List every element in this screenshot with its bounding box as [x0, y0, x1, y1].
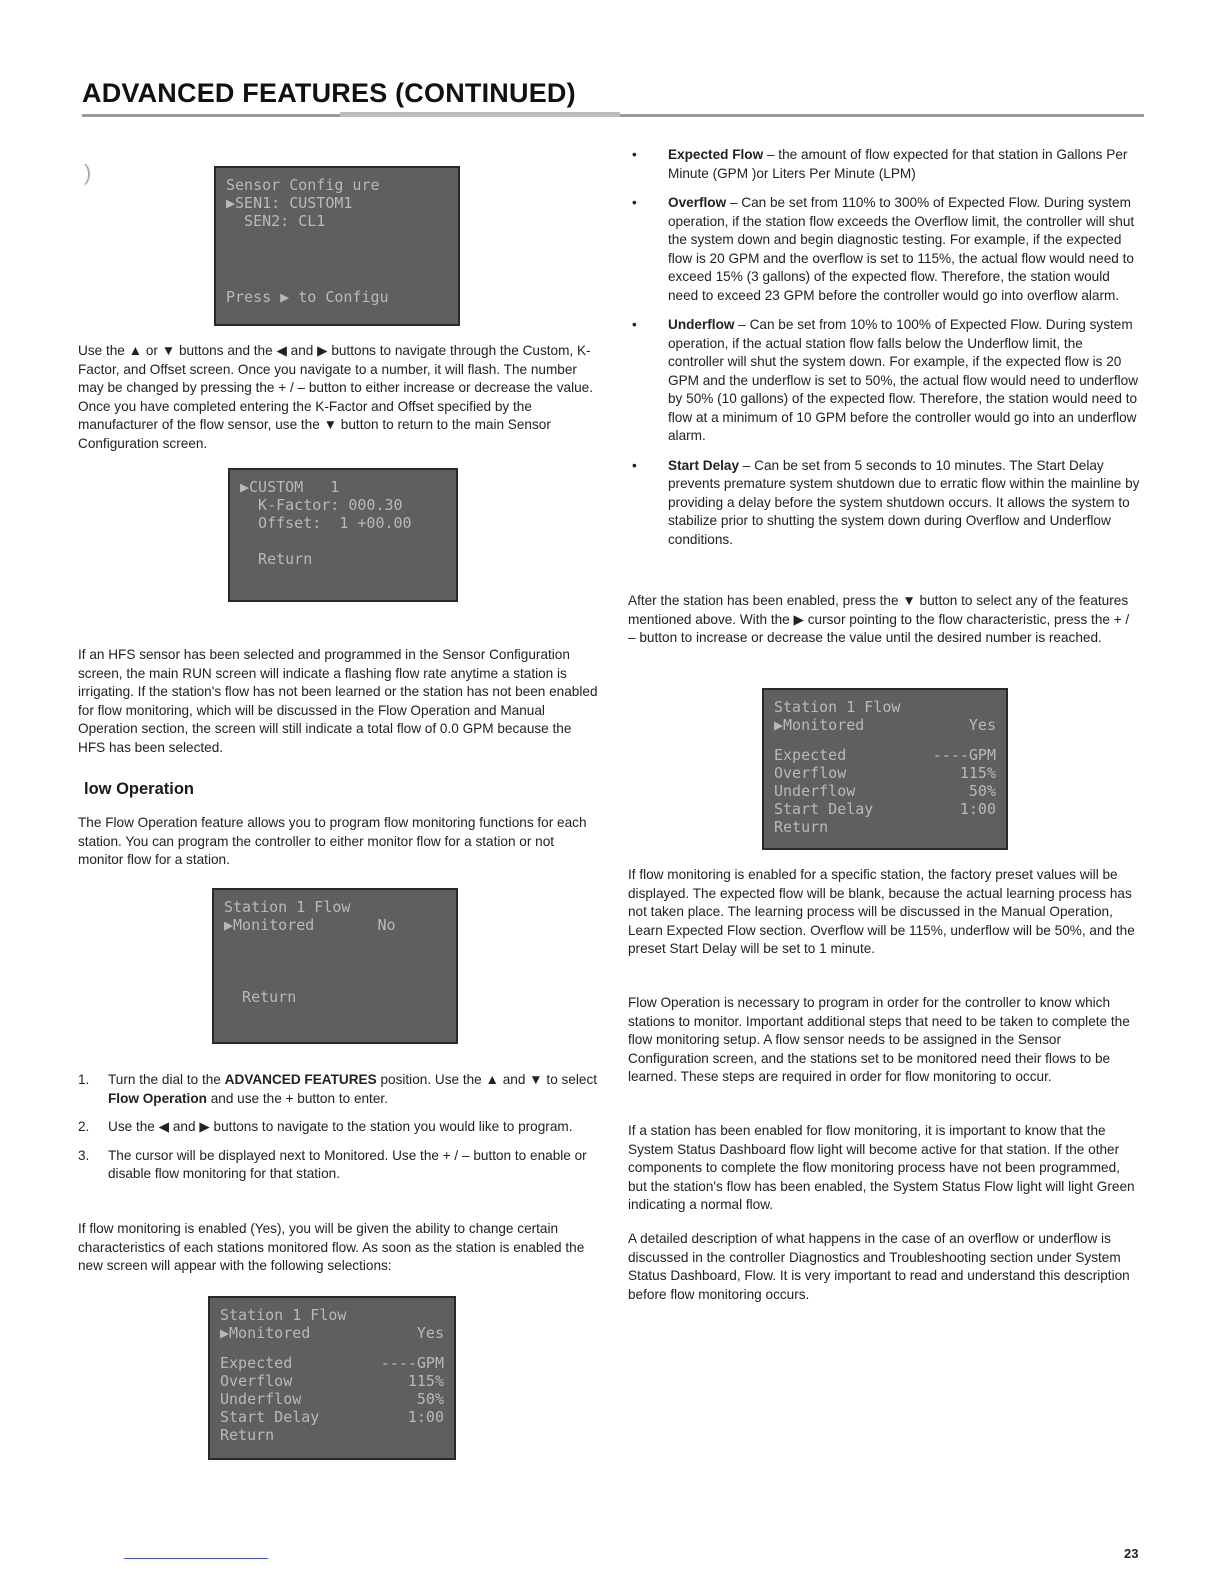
lcd-line: Expected: [774, 746, 847, 764]
lcd-screen-station-flow-yes-left: [208, 1296, 456, 1460]
footer-line: [124, 1558, 268, 1559]
list-item: [628, 457, 1140, 550]
list-item: [78, 1147, 598, 1184]
lcd-screen-station-flow-no: [212, 888, 458, 1044]
lcd-screen-custom-kfactor: [228, 468, 458, 602]
lcd-screen-sensor-config: [214, 166, 460, 326]
bullet-text: – Can be set from 5 seconds to 10 minutes. The Start Delay prevents premature system shutdown due to erratic flow within the mainline by providing a delay before the system shutdown occurs. It allows the system to stabilize prior to shutting the system down during Overflow and Underflow conditions.: [668, 457, 1140, 547]
page-number: 23: [1124, 1546, 1139, 1561]
lcd-line: Station 1 Flow: [774, 698, 901, 716]
step-text: Use the ◀ and ▶ buttons to navigate to the station you would like to program.: [108, 1119, 573, 1134]
left-paragraph-4: If flow monitoring is enabled (Yes), you will be given the ability to change certain characteristics of each stations monitored flow. As soon as the station is enabled the new screen will appear with the following selections:: [78, 1221, 585, 1273]
lcd-line: Start Delay: [774, 800, 874, 818]
lcd-value: 1:00: [959, 800, 996, 818]
right-paragraph-5: A detailed description of what happens in the case of an overflow or underflow is discussed in the controller Diagnostics and Troubleshooting section under System Status Dashboard, Flow. It is very important to read and understand this description before flow monitoring occurs.: [628, 1231, 1130, 1302]
list-item: [628, 194, 1140, 305]
lcd-value: ----GPM: [932, 746, 996, 764]
lcd-line: Station 1 Flow: [220, 1306, 347, 1324]
lcd-value: Yes: [968, 716, 996, 734]
lcd-line: [240, 532, 446, 550]
bullet-text: – Can be set from 110% to 300% of Expected Flow. During system operation, if the station flow exceeds the Overflow limit, the controller will shut the system down and begin diagnostic testing. For example, if the expected flow is 20 GPM and the overflow is set to 115%, the actual flow would need to exceed 15% (3 gallons) of the expected flow. Therefore, the station would need to exceed 23 GPM before the controller would go into overflow alarm.: [668, 195, 1135, 303]
bullet-text: – the amount of flow expected for that station in Gallons Per Minute (GPM )or Liters Per Minute (LPM): [668, 147, 1128, 181]
lcd-line: Station 1 Flow: [224, 898, 351, 916]
step-text: The cursor will be displayed next to Monitored. Use the + / – button to enable or disable flow monitoring for that station.: [108, 1147, 587, 1181]
bracket-mark: ): [84, 160, 92, 185]
lcd-line: Underflow: [220, 1390, 302, 1408]
step-text: position. Use the ▲ and ▼ to select: [376, 1072, 598, 1087]
bullet-icon: •: [632, 317, 637, 332]
lcd-line: ▶CUSTOM 1: [240, 478, 340, 496]
step-number: 2.: [78, 1119, 90, 1134]
right-paragraph-1: After the station has been enabled, press the ▼ button to select any of the features mentioned above. With the ▶ cursor pointing to the flow characteristic, press the + / – button to increase or decrease the value until the desired number is reached.: [628, 593, 1130, 645]
lcd-line: Expected: [220, 1354, 293, 1372]
step-number: 3.: [78, 1147, 90, 1163]
lcd-value: 115%: [407, 1372, 444, 1390]
list-item: [78, 1071, 598, 1108]
right-paragraph-3: Flow Operation is necessary to program in order for the controller to know which stations to monitor. Important additional steps that need to be taken to complete the flow monitoring setup. A flow sensor needs to be assigned in the Sensor Configuration screen, and the stations set to be monitored need their flows to be learned. These steps are required in order for flow monitoring to occur.: [628, 995, 1130, 1084]
lcd-line: ▶SEN1: CUSTOM1: [226, 194, 353, 212]
lcd-line: [226, 230, 448, 248]
bullet-term: Start Delay: [668, 457, 740, 473]
lcd-line: ▶Monitored: [774, 716, 865, 734]
lcd-value: 50%: [416, 1390, 444, 1408]
lcd-line: SEN2: CL1: [226, 212, 326, 230]
lcd-line: [224, 970, 446, 988]
lcd-line: Sensor Config ure: [226, 176, 380, 194]
lcd-line: K-Factor: 000.30: [240, 496, 403, 514]
bullet-icon: •: [632, 457, 637, 473]
lcd-line: Overflow: [220, 1372, 293, 1390]
left-paragraph-2: If an HFS sensor has been selected and programmed in the Sensor Configuration screen, the main RUN screen will indicate a flashing flow rate anytime a station is irrigating. If the station's flow has not been learned or the station has not been enabled for flow monitoring, which will be discussed in the Flow Operation and Manual Operation section, the screen will still indicate a total flow of 0.0 GPM because the HFS has been selected.: [78, 647, 598, 755]
bullet-term: Expected Flow: [668, 147, 764, 162]
steps-list: [78, 1071, 598, 1194]
lcd-line: Press ▶ to Configu: [226, 288, 389, 306]
lcd-line: Start Delay: [220, 1408, 320, 1426]
bullet-term: Underflow: [668, 317, 735, 332]
page-title: ADVANCED FEATURES (CONTINUED): [82, 78, 576, 108]
lcd-line: Offset: 1 +00.00: [240, 514, 412, 532]
lcd-line: Return: [220, 1426, 275, 1444]
lcd-line: ▶Monitored: [220, 1324, 311, 1342]
lcd-value: 1:00: [407, 1408, 444, 1426]
lcd-line: Return: [774, 818, 829, 836]
bullet-text: – Can be set from 10% to 100% of Expected Flow. During system operation, if the actual station flow falls below the Underflow limit, the controller will shut the system down. For example, if the expected flow is 20 GPM and the underflow is set to 50%, the actual flow would need to underflow by 50% (10 gallons) of the expected flow. Therefore, the station would need to flow at a minimum of 10 GPM before the controller would go into an underflow alarm.: [668, 317, 1139, 443]
lcd-line: ▶Monitored No: [224, 916, 396, 934]
right-paragraph-2: If flow monitoring is enabled for a specific station, the factory preset values will be displayed. The expected flow will be blank, because the actual learning process has not taken place. The learning process will be discussed in the Manual Operation, Learn Expected Flow section. Overflow will be 115%, underflow will be 50%, and the preset Start Delay will be set to 1 minute.: [628, 867, 1135, 956]
lcd-line: [224, 934, 446, 952]
bullet-icon: •: [632, 147, 637, 162]
lcd-line: Overflow: [774, 764, 847, 782]
section-heading-flow-operation: low Operation: [84, 780, 195, 798]
step-number: 1.: [78, 1072, 90, 1087]
lcd-line: Return: [240, 550, 313, 568]
left-paragraph-3: The Flow Operation feature allows you to program flow monitoring functions for each station. You can program the controller to either monitor flow for a station or not monitor flow for a station.: [78, 815, 587, 867]
lcd-line: Return: [224, 988, 297, 1006]
left-paragraph-1: Use the ▲ or ▼ buttons and the ◀ and ▶ buttons to navigate through the Custom, K-Factor, and Offset screen. Once you navigate to a number, it will flash. The number may be changed by pressing the + / – button to either increase or decrease the value. Once you have completed entering the K-Factor and Offset specified by the manufacturer of the flow sensor, use the ▼ button to return to the main Sensor Configuration screen.: [78, 343, 593, 451]
lcd-line: [224, 952, 446, 970]
list-item: [628, 146, 1140, 183]
right-paragraph-4: If a station has been enabled for flow monitoring, it is important to know that the System Status Dashboard flow light will become active for that station. If the other components to complete the flow monitoring process have not been programmed, but the station's flow has been enabled, the System Status Flow light will light Green indicating a normal flow.: [628, 1123, 1135, 1212]
step-text: and use the + button to enter.: [206, 1090, 388, 1106]
list-item: [78, 1118, 598, 1137]
lcd-line: Underflow: [774, 782, 856, 800]
lcd-screen-station-flow-yes-right: [762, 688, 1008, 850]
step-text: Turn the dial to the: [108, 1072, 225, 1087]
list-item: [628, 316, 1140, 446]
step-bold: ADVANCED FEATURES: [224, 1072, 377, 1087]
lcd-value: 50%: [968, 782, 996, 800]
step-bold: Flow Operation: [108, 1090, 207, 1106]
bullet-term: Overflow: [668, 195, 727, 210]
title-rule-accent: [340, 112, 620, 117]
lcd-value: ----GPM: [380, 1354, 444, 1372]
feature-bullets: [628, 146, 1140, 560]
lcd-value: 115%: [959, 764, 996, 782]
lcd-value: Yes: [416, 1324, 444, 1342]
bullet-icon: •: [632, 195, 637, 210]
